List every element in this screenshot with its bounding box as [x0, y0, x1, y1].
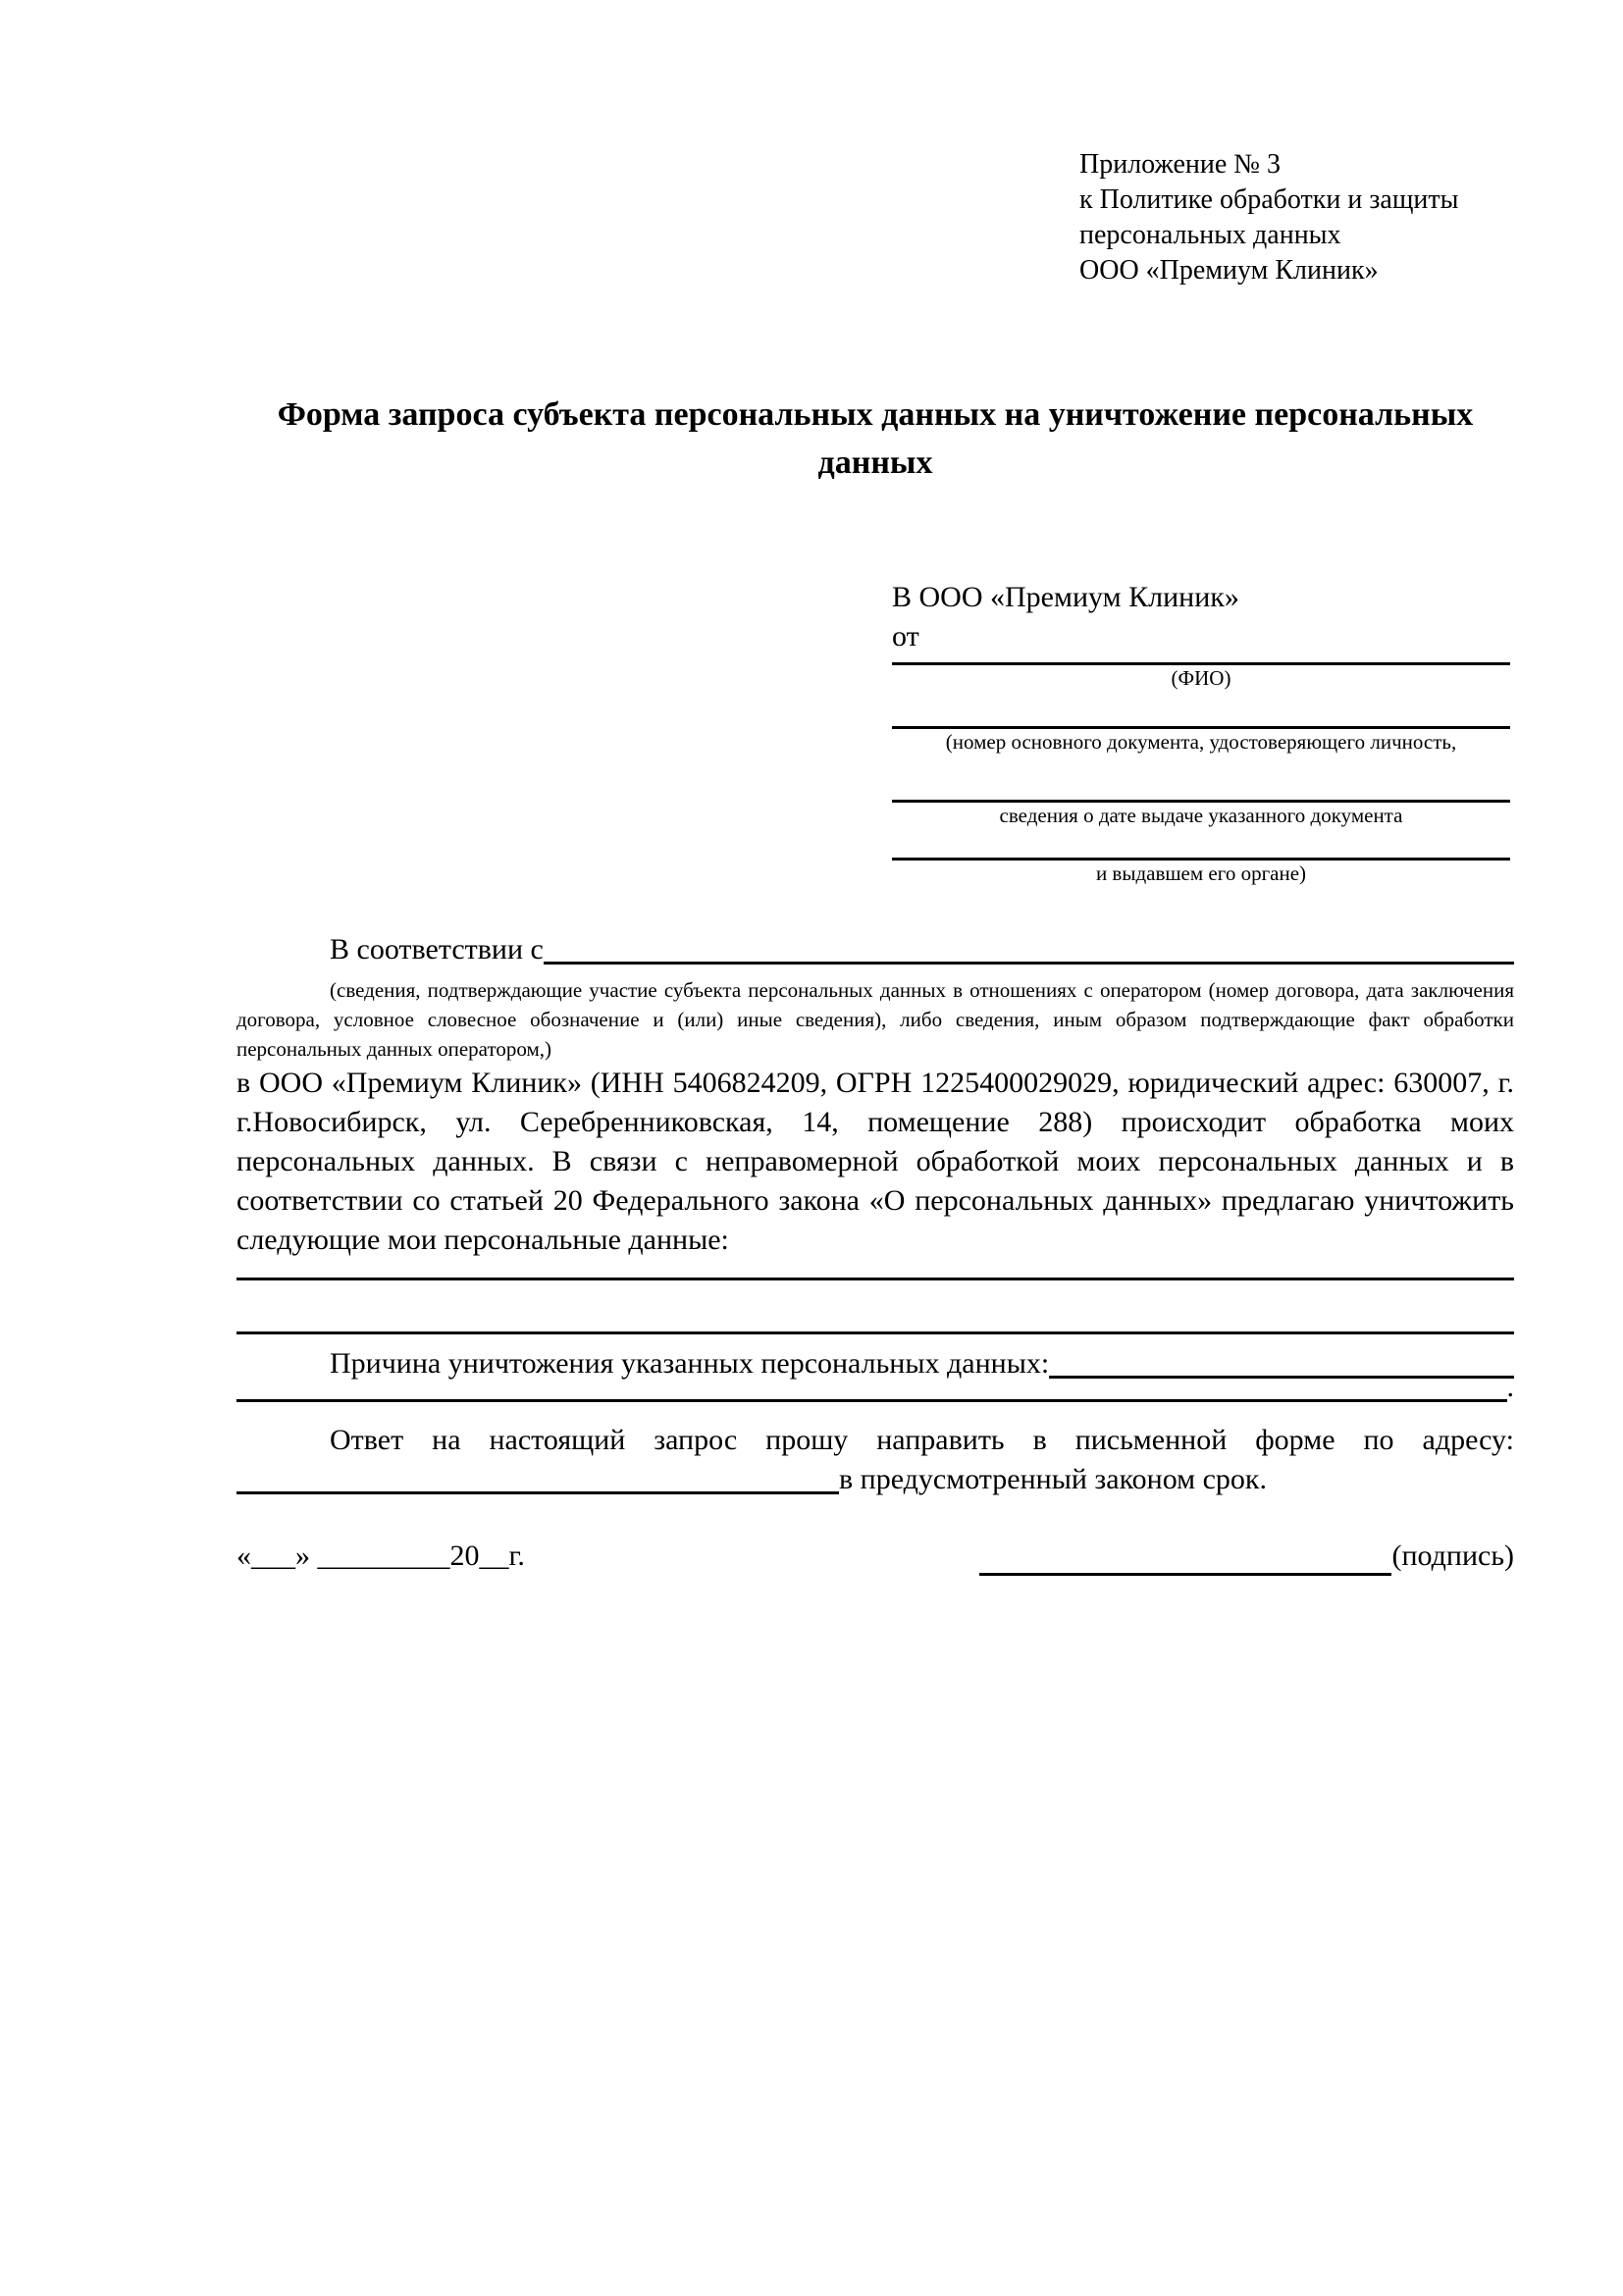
reply-address-row	[236, 1460, 1514, 1499]
accordance-blank-line	[544, 962, 1514, 965]
body-column	[236, 930, 1514, 1576]
signature-caption: (подпись)	[1391, 1539, 1514, 1572]
fio-blank	[892, 662, 1510, 691]
accordance-note: (сведения, подтверждающие участие субъекта персональных данных в отношениях с оператором (номер договора, дата заключения договора, условное словесное обозначение и (или) иные сведения), либо сведения, иным образом подтверждающие факт обработки персональных данных оператором,)	[236, 978, 1514, 1061]
address-blank-line	[236, 1491, 839, 1494]
fio-caption: (ФИО)	[1171, 666, 1231, 690]
main-paragraph: в ООО «Премиум Клиник» (ИНН 5406824209, ОГРН 1225400029029, юридический адрес: 630007, г. г.Новосибирск, ул. Серебренниковская, 14, помещение 288) происходит обработка моих персональных данных. В связи с неправомерной обработкой моих персональных данных и в соответствии со статьей 20 Федерального закона «О персональных данных» предлагаю уничтожить следующие мои персональные данные:	[236, 1067, 1514, 1256]
appendix-block	[1079, 147, 1458, 288]
accordance-label: В соответствии с	[330, 933, 544, 965]
personal-data-blank-line-2	[236, 1280, 1514, 1334]
issuing-authority-blank	[892, 858, 1510, 886]
reply-tail: в предусмотренный законом срок.	[839, 1463, 1267, 1495]
reason-blank-line	[1049, 1376, 1514, 1379]
signature-area	[979, 1537, 1514, 1576]
reason-row	[236, 1344, 1514, 1383]
reason-continuation-row	[236, 1371, 1514, 1407]
signature-blank-line	[979, 1543, 1391, 1576]
doc-number-caption: (номер основного документа, удостоверяющего личность,	[945, 730, 1457, 754]
document-title: Форма запроса субъекта персональных данных на уничтожение персональных данных	[277, 396, 1474, 481]
reason-blank-line-2	[236, 1399, 1507, 1402]
addressee-to: В ООО «Премиум Клиник»	[892, 581, 1239, 613]
appendix-line-3: персональных данных	[1079, 220, 1341, 250]
reply-paragraph: Ответ на настоящий запрос прошу направить в письменной форме по адресу:	[330, 1424, 1514, 1456]
doc-number-blank	[892, 726, 1510, 755]
appendix-line-2: к Политике обработки и защиты	[1079, 184, 1459, 215]
issuing-authority-caption: и выдавшем его органе)	[1095, 861, 1307, 885]
reason-period: .	[1506, 1371, 1514, 1403]
addressee-from-label: от	[892, 620, 919, 652]
date-blank: «___» _________20__г.	[236, 1539, 525, 1572]
personal-data-blank-line-1	[236, 1260, 1514, 1280]
appendix-line-1: Приложение № 3	[1079, 149, 1281, 180]
date-signature-row	[236, 1537, 1514, 1576]
issue-date-caption: сведения о дате выдаче указанного документа	[999, 804, 1403, 827]
addressee-block	[892, 578, 1510, 886]
accordance-row	[236, 930, 1514, 969]
appendix-line-4: ООО «Премиум Клиник»	[1079, 255, 1379, 286]
issue-date-blank	[892, 800, 1510, 828]
reason-label: Причина уничтожения указанных персональных данных:	[330, 1347, 1050, 1380]
